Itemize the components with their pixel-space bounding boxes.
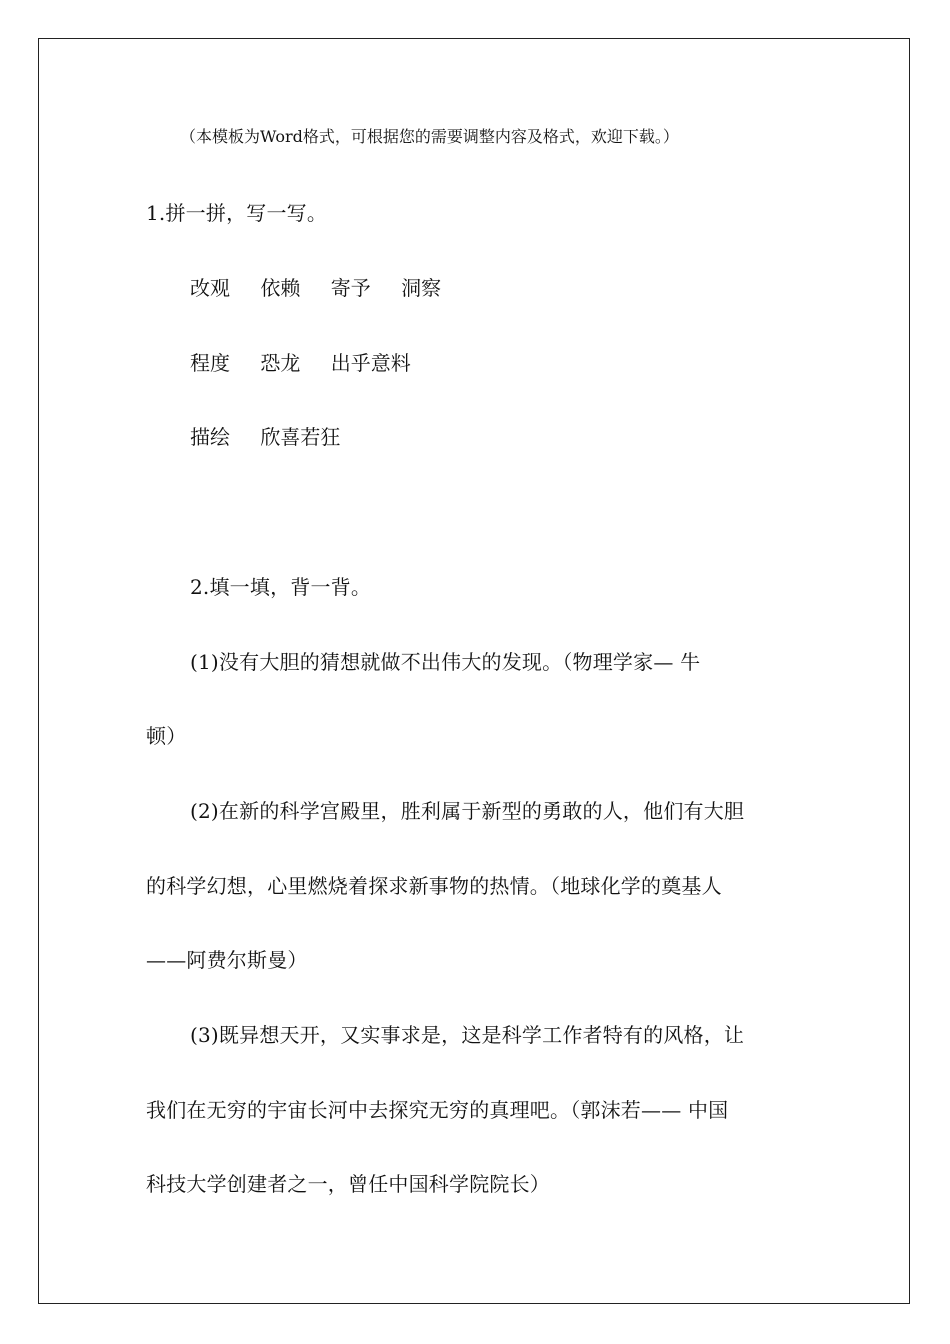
template-header-note: （本模板为Word格式，可根据您的需要调整内容及格式，欢迎下载。） (180, 127, 679, 146)
quote-3-line-2: 我们在无穷的宇宙长河中去探究无穷的真理吧。（郭沫若—— 中国 (146, 1098, 729, 1122)
quote-1-line-1: (1)没有大胆的猜想就做不出伟大的发现。（物理学家— 牛 (190, 650, 701, 674)
quote-1-line-2: 顿） (146, 724, 187, 748)
section-2-title: 2.填一填，背一背。 (190, 575, 372, 599)
section-1-title: 1.拼一拼，写一写。 (146, 201, 328, 225)
word: 程度 (190, 351, 230, 375)
word: 洞察 (401, 276, 442, 300)
word-row-1 (190, 274, 465, 302)
word: 改观 (190, 276, 230, 300)
word: 恐龙 (260, 351, 301, 375)
word: 出乎意料 (330, 351, 411, 375)
quote-2-line-1: (2)在新的科学宫殿里，胜利属于新型的勇敢的人，他们有大胆 (190, 799, 745, 823)
quote-3-line-1: (3)既异想天开，又实事求是，这是科学工作者特有的风格，让 (190, 1023, 745, 1047)
word: 寄予 (330, 276, 371, 300)
word-row-3 (190, 423, 364, 451)
word: 欣喜若狂 (260, 425, 341, 449)
quote-3-line-3: 科技大学创建者之一，曾任中国科学院院长） (146, 1172, 550, 1196)
quote-2-line-3: ——阿费尔斯曼） (146, 948, 308, 972)
quote-2-line-2: 的科学幻想，心里燃烧着探求新事物的热情。（地球化学的奠基人 (146, 874, 722, 898)
word-row-2 (190, 349, 435, 377)
word: 依赖 (260, 276, 301, 300)
word: 描绘 (190, 425, 230, 449)
